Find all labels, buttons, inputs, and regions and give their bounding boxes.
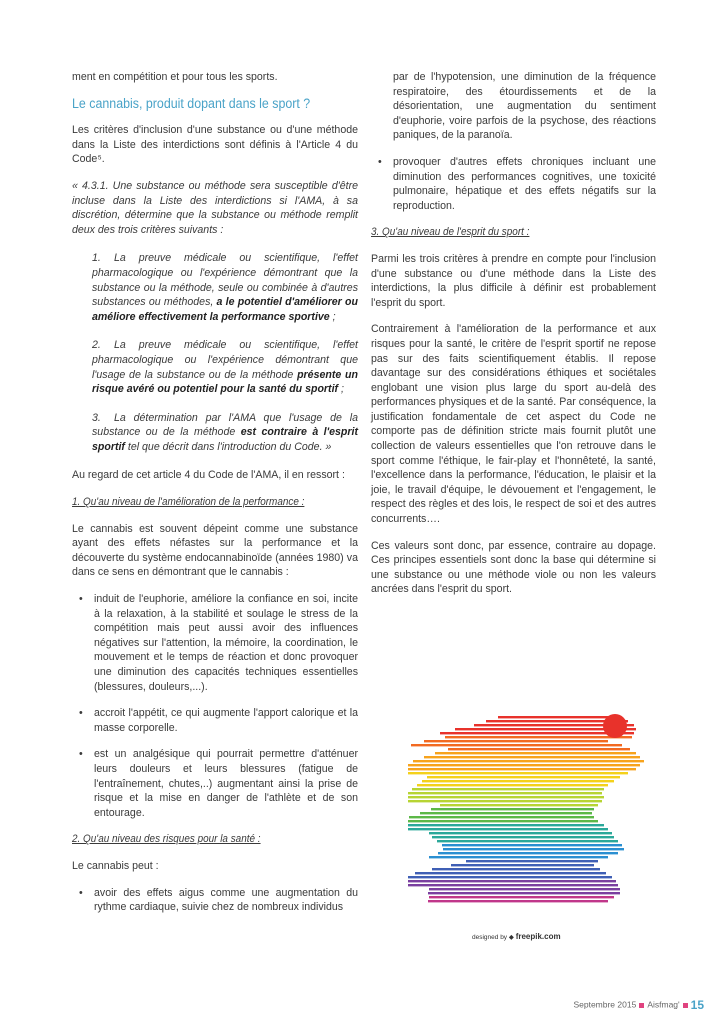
- runner-illustration: [408, 708, 648, 920]
- speed-streak: [408, 884, 618, 886]
- speed-streak: [408, 800, 602, 802]
- speed-streak: [420, 812, 592, 814]
- quote-intro: « 4.3.1. Une substance ou méthode sera susceptible d'être incluse dans la Liste des interdictions si l'AMA, à sa discrétion, détermine que la substance ou méthode remplit deux des trois critères suivants :: [72, 179, 358, 236]
- list-item: • induit de l'euphorie, améliore la confiance en soi, incite à la relaxation, à la stabilité et soulage le stress de la compétition mais peut aussi avoir des influences négatives sur l'attention, la mémoire, la coordination, le mouvement et le temps de réaction et donc provoquer une diminution des capacités techniques essentielles (blessures, douleurs,...).: [79, 593, 358, 693]
- speed-streak: [413, 760, 644, 762]
- quote-item-2: 2. La preuve médicale ou scientifique, l'effet pharmacologique ou l'expérience démontrant que l'usage de la substance ou de la méthode présente un risque avéré ou potentiel pour la santé du sportif ;: [92, 339, 358, 396]
- list-item: • est un analgésique qui pourrait permettre d'atténuer leurs douleurs et leurs blessures (fatigue de l'entraînement, chutes,..) augmentant ainsi la prise de risque et la mise en danger de l'athlète et de son entourage.: [79, 748, 358, 819]
- subheading-performance: 1. Qu'au niveau de l'amélioration de la performance :: [72, 496, 305, 509]
- speed-streak: [424, 740, 608, 742]
- subheading-health: 2. Qu'au niveau des risques pour la santé :: [72, 833, 261, 846]
- speed-streak: [437, 840, 618, 842]
- health-list: [72, 886, 358, 915]
- speed-streak: [445, 736, 632, 738]
- speed-streak: [429, 856, 608, 858]
- speed-streak: [408, 824, 604, 826]
- spirit-paragraph-2: Contrairement à l'amélioration de la performance et aux risques pour la santé, le critère de l'esprit sportif ne repose pas sur des faits scientifiquement établis. Il repose davantage sur des considérations éthiques et sociétales englobant une vision plus large du sport au-delà des performances physiques et de la santé. Par conséquence, la justification fondamentale de cet aspect du Code ne comporte pas de définition stricte mais fournit plutôt une collection de valeurs essentielles que l'on retrouve dans le sport comme l'éthique, le fair-play et l'honnêteté, la santé, l'excellence dans la performance, l'éducation, le plaisir et la joie, le travail d'équipe, le dévouement et l'engagement, le respect des règles et des lois, le respect de soi et des autres concurrents….: [371, 323, 656, 526]
- speed-streak: [408, 764, 640, 766]
- code-quote: [72, 179, 358, 455]
- footer-date: Septembre 2015: [573, 999, 637, 1010]
- health-intro: Le cannabis peut :: [72, 859, 159, 872]
- speed-streak: [417, 784, 608, 786]
- performance-list: [72, 592, 358, 820]
- footer-magazine: Aisfmag': [647, 999, 680, 1010]
- speed-streak: [442, 844, 622, 846]
- quote-item-1: 1. La preuve médicale ou scientifique, l'effet pharmacologique ou l'expérience démontrant que la substance ou la méthode, seule ou combinée à d'autres substances ou méthodes, a le potentiel d'améliorer ou améliore effectivement la performance sportive ;: [92, 252, 358, 323]
- speed-streak: [438, 852, 618, 854]
- intro-text: ment en compétition et pour tous les sports.: [72, 71, 278, 83]
- speed-streak: [435, 752, 636, 754]
- spirit-paragraph-3: Ces valeurs sont donc, par essence, contraire au dopage. Ces principes essentiels sont donc la base qui détermine si une substance ou une méthode viole ou non les valeurs ancrées dans l'esprit du sport.: [371, 539, 656, 596]
- speed-streak: [428, 900, 608, 902]
- square-icon: [683, 1003, 688, 1008]
- speed-streak: [440, 804, 598, 806]
- runner-head: [603, 714, 627, 738]
- speed-streak: [408, 876, 612, 878]
- speed-streak: [424, 756, 640, 758]
- speed-streak: [432, 868, 600, 870]
- speed-streak: [498, 716, 620, 718]
- speed-streak: [415, 872, 606, 874]
- speed-streak: [411, 744, 622, 746]
- continued-bullet: par de l'hypotension, une diminution de la fréquence respiratoire, des étourdissements et de la désorientation, une augmentation du sentiment d'euphorie, voire parfois de la psychose, des réactions paniques, de la paranoïa.: [393, 71, 656, 142]
- freepik-icon: ◆: [508, 934, 514, 941]
- list-item: • accroit l'appétit, ce qui augmente l'apport calorique et la masse corporelle.: [79, 707, 358, 734]
- speed-streak: [408, 880, 616, 882]
- speed-streak: [429, 832, 612, 834]
- speed-streak: [429, 888, 620, 890]
- speed-streak: [448, 748, 630, 750]
- criteria-paragraph: Les critères d'inclusion d'une substance ou d'une méthode dans la Liste des interdictions sont définis à l'Article 4 du Code⁵.: [72, 124, 358, 166]
- speed-streak: [408, 796, 604, 798]
- section-heading: Le cannabis, produit dopant dans le sport ?: [72, 95, 311, 111]
- speed-streak: [408, 820, 598, 822]
- health-list-continued: [371, 155, 656, 213]
- speed-streak: [428, 892, 620, 894]
- list-item: • avoir des effets aigus comme une augmentation du rythme cardiaque, suivie chez de nombreux individus: [79, 886, 358, 914]
- image-credit: designed by ◆ freepik.com: [472, 932, 561, 941]
- page-number: 15: [690, 998, 704, 1012]
- speed-streak: [443, 848, 624, 850]
- spirit-paragraph-1: Parmi les trois critères à prendre en compte pour l'inclusion d'une substance ou d'une méthode dans la Liste des interdictions, la plus difficile à définir est probablement l'esprit du sport.: [371, 252, 656, 309]
- list-item: • provoquer d'autres effets chroniques incluant une diminution des performances cognitives, une toxicité pulmonaire, hépatique et des effets négatifs sur la reproduction.: [378, 155, 656, 212]
- performance-paragraph: Le cannabis est souvent dépeint comme une substance ayant des effets néfastes sur la performance et la découverte du système endocannabinoïde (années 1980) va dans ce sens en démontrant que le cannabis :: [72, 522, 358, 579]
- speed-streak: [422, 780, 614, 782]
- speed-streak: [427, 776, 620, 778]
- left-column: [72, 70, 358, 927]
- square-icon: [639, 1003, 644, 1008]
- subheading-spirit: 3. Qu'au niveau de l'esprit du sport :: [371, 226, 530, 239]
- speed-streak: [431, 808, 594, 810]
- regard-text: Au regard de cet article 4 du Code de l'AMA, il en ressort :: [72, 469, 345, 482]
- page-footer: [573, 998, 704, 1012]
- speed-streak: [432, 836, 614, 838]
- speed-streak: [408, 828, 608, 830]
- speed-streak: [466, 860, 598, 862]
- quote-item-3: 3. La détermination par l'AMA que l'usage de la substance ou de la méthode est contraire à l'esprit sportif tel que décrit dans l'introduction du Code. »: [92, 411, 358, 453]
- speed-streak: [451, 864, 594, 866]
- speed-streak: [409, 816, 594, 818]
- speed-streak: [429, 896, 614, 898]
- speed-streak: [408, 772, 628, 774]
- speed-streak: [412, 788, 604, 790]
- right-column: [371, 70, 656, 609]
- speed-streak: [408, 792, 602, 794]
- speed-streak: [408, 768, 636, 770]
